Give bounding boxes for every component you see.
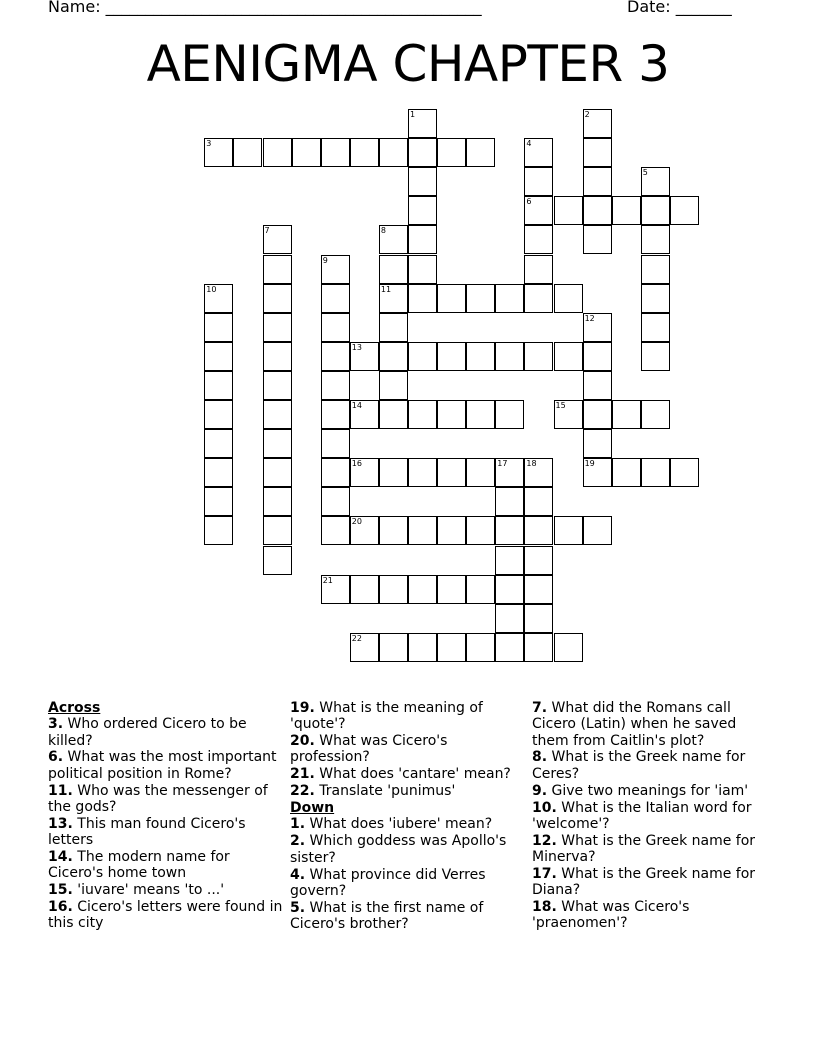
clue-text: What was Cicero's 'praenomen'? <box>532 899 690 932</box>
crossword-cell[interactable] <box>408 400 437 429</box>
clue-text: This man found Cicero's letters <box>48 815 246 849</box>
crossword-cell[interactable] <box>350 516 379 545</box>
down-clue <box>532 899 764 932</box>
clue-text: Translate 'punimus' <box>314 783 456 800</box>
crossword-cell[interactable] <box>321 487 350 516</box>
crossword-cell[interactable] <box>437 516 466 545</box>
crossword-cell[interactable] <box>204 400 233 429</box>
crossword-cell[interactable] <box>437 458 466 487</box>
crossword-cell[interactable] <box>524 255 553 284</box>
crossword-cell[interactable] <box>524 196 553 225</box>
clue-number: 12. <box>532 832 557 849</box>
crossword-cell[interactable] <box>524 138 553 167</box>
crossword-cell[interactable] <box>263 516 292 545</box>
cell-number: 4 <box>526 139 532 149</box>
across-clue <box>290 700 520 733</box>
down-clue <box>532 700 764 749</box>
down-clue <box>532 800 764 833</box>
crossword-cell[interactable] <box>495 516 524 545</box>
crossword-cell[interactable] <box>583 167 612 196</box>
across-clue <box>48 783 284 816</box>
clue-number: 5. <box>290 899 306 916</box>
date-field-line[interactable]: Date: _______ <box>627 0 732 16</box>
crossword-cell[interactable] <box>583 371 612 400</box>
clue-text: What was Cicero's profession? <box>290 733 448 766</box>
crossword-cell[interactable] <box>379 516 408 545</box>
crossword-cell[interactable] <box>408 284 437 313</box>
crossword-cell[interactable] <box>554 196 583 225</box>
clue-text: Which goddess was Apollo's sister? <box>290 833 507 866</box>
clue-number: 20. <box>290 733 315 750</box>
clue-text: What is the Greek name for Ceres? <box>532 749 746 782</box>
crossword-cell[interactable] <box>612 400 641 429</box>
crossword-cell[interactable] <box>263 487 292 516</box>
clue-text: What is the Greek name for Minerva? <box>532 832 756 866</box>
crossword-cell[interactable] <box>495 342 524 371</box>
clue-text: Who was the messenger of the gods? <box>48 782 268 815</box>
clue-text: What is the Greek name for Diana? <box>532 865 756 899</box>
clue-text: What does 'cantare' mean? <box>314 766 511 783</box>
crossword-cell[interactable] <box>524 284 553 313</box>
cell-number: 13 <box>351 342 362 352</box>
crossword-cell[interactable] <box>524 342 553 371</box>
crossword-cell[interactable] <box>641 167 670 196</box>
crossword-cell[interactable] <box>437 342 466 371</box>
cell-number: 17 <box>497 459 508 469</box>
cell-number: 6 <box>526 197 532 207</box>
crossword-cell[interactable] <box>495 546 524 575</box>
cell-number: 11 <box>380 284 392 294</box>
crossword-cell[interactable] <box>641 458 670 487</box>
clue-text: What is the first name of Cicero's brother? <box>290 899 484 933</box>
crossword-cell[interactable] <box>204 284 233 313</box>
crossword-cell[interactable] <box>495 284 524 313</box>
crossword-cell[interactable] <box>321 429 350 458</box>
down-clue <box>290 816 520 832</box>
crossword-cell[interactable] <box>350 342 379 371</box>
crossword-cell[interactable] <box>466 400 495 429</box>
crossword-cell[interactable] <box>263 138 292 167</box>
cell-number: 9 <box>322 255 328 265</box>
clue-text: What is the Italian word for 'welcome'? <box>532 799 752 832</box>
crossword-cell[interactable] <box>495 487 524 516</box>
clue-number: 18. <box>532 899 557 916</box>
crossword-cell[interactable] <box>554 516 583 545</box>
crossword-cell[interactable] <box>641 342 670 371</box>
clue-text: What province did Verres govern? <box>290 866 486 899</box>
crossword-cell[interactable] <box>379 255 408 284</box>
down-clue <box>290 900 520 933</box>
across-clue <box>48 749 284 782</box>
crossword-cell[interactable] <box>524 225 553 254</box>
crossword-cell[interactable] <box>408 225 437 254</box>
down-clue <box>532 749 764 782</box>
clue-text: Cicero's letters were found in this city <box>48 899 283 932</box>
down-clue <box>290 867 520 900</box>
crossword-cell[interactable] <box>350 633 379 662</box>
across-clue <box>48 882 284 898</box>
crossword-cell[interactable] <box>612 458 641 487</box>
crossword-cell[interactable] <box>204 342 233 371</box>
crossword-cell[interactable] <box>263 255 292 284</box>
crossword-cell[interactable] <box>321 138 350 167</box>
down-heading: Down <box>290 800 335 817</box>
crossword-cell[interactable] <box>321 458 350 487</box>
crossword-cell[interactable] <box>263 400 292 429</box>
crossword-cell[interactable] <box>495 400 524 429</box>
crossword-cell[interactable] <box>408 109 437 138</box>
clue-number: 6. <box>48 749 64 766</box>
clue-number: 21. <box>290 766 315 783</box>
across-clue <box>48 899 284 932</box>
across-clue <box>48 849 284 882</box>
crossword-cell[interactable] <box>583 429 612 458</box>
clue-number: 19. <box>290 700 315 716</box>
crossword-cell[interactable] <box>263 313 292 342</box>
cell-number: 5 <box>642 168 648 178</box>
clue-text: What did the Romans call Cicero (Latin) when he saved them from Caitlin's plot? <box>532 700 737 749</box>
crossword-cell[interactable] <box>321 255 350 284</box>
crossword-cell[interactable] <box>321 400 350 429</box>
across-clue <box>290 733 520 766</box>
crossword-cell[interactable] <box>466 458 495 487</box>
crossword-cell[interactable] <box>379 342 408 371</box>
crossword-cell[interactable] <box>204 487 233 516</box>
clue-column-2 <box>290 700 520 933</box>
crossword-cell[interactable] <box>408 196 437 225</box>
clue-text: What was the most important political position in Rome? <box>48 749 277 782</box>
crossword-cell[interactable] <box>437 284 466 313</box>
clue-number: 7. <box>532 700 548 716</box>
across-clue <box>48 716 284 749</box>
down-clue <box>532 866 764 899</box>
crossword-cell[interactable] <box>466 633 495 662</box>
cell-number: 19 <box>584 459 595 469</box>
crossword-cell[interactable] <box>408 167 437 196</box>
clue-number: 11. <box>48 782 73 799</box>
clue-number: 13. <box>48 815 73 832</box>
cell-number: 21 <box>322 575 333 585</box>
crossword-cell[interactable] <box>583 138 612 167</box>
across-clue <box>48 816 284 849</box>
crossword-cell[interactable] <box>350 400 379 429</box>
crossword-cell[interactable] <box>408 516 437 545</box>
crossword-cell[interactable] <box>524 575 553 604</box>
clue-text: Give two meanings for 'iam' <box>547 782 749 799</box>
clue-number: 15. <box>48 882 73 899</box>
crossword-cell[interactable] <box>466 575 495 604</box>
cell-number: 22 <box>351 633 362 643</box>
crossword-cell[interactable] <box>204 313 233 342</box>
crossword-cell[interactable] <box>204 429 233 458</box>
cell-number: 1 <box>410 110 416 119</box>
cell-number: 14 <box>351 401 362 410</box>
clue-text: Who ordered Cicero to be killed? <box>48 716 247 749</box>
crossword-cell[interactable] <box>495 633 524 662</box>
clue-number: 9. <box>532 782 548 799</box>
crossword-cell[interactable] <box>233 138 262 167</box>
clue-number: 10. <box>532 799 557 816</box>
crossword-cell[interactable] <box>379 313 408 342</box>
crossword-cell[interactable] <box>263 225 292 254</box>
crossword-cell[interactable] <box>204 138 233 167</box>
crossword-cell[interactable] <box>524 604 553 633</box>
cell-number: 16 <box>351 459 362 469</box>
crossword-cell[interactable] <box>524 516 553 545</box>
crossword-cell[interactable] <box>263 458 292 487</box>
crossword-cell[interactable] <box>641 196 670 225</box>
crossword-cell[interactable] <box>466 516 495 545</box>
crossword-cell[interactable] <box>408 342 437 371</box>
crossword-cell[interactable] <box>466 284 495 313</box>
crossword-cell[interactable] <box>321 575 350 604</box>
down-clue <box>532 783 764 799</box>
cell-number: 18 <box>526 459 537 469</box>
crossword-cell[interactable] <box>321 371 350 400</box>
crossword-cell[interactable] <box>583 196 612 225</box>
clue-number: 22. <box>290 783 315 800</box>
cell-number: 20 <box>351 517 362 527</box>
crossword-cell[interactable] <box>583 516 612 545</box>
clue-text: What does 'iubere' mean? <box>305 816 493 833</box>
crossword-cell[interactable] <box>204 371 233 400</box>
crossword-cell[interactable] <box>350 575 379 604</box>
crossword-cell[interactable] <box>524 167 553 196</box>
clue-number: 16. <box>48 899 73 916</box>
cell-number: 12 <box>584 313 595 323</box>
crossword-cell[interactable] <box>204 516 233 545</box>
crossword-cell[interactable] <box>321 516 350 545</box>
cell-number: 10 <box>206 284 217 294</box>
crossword-cell[interactable] <box>524 633 553 662</box>
across-clue <box>290 766 520 782</box>
crossword-cell[interactable] <box>437 400 466 429</box>
crossword-cell[interactable] <box>379 400 408 429</box>
crossword-cell[interactable] <box>554 284 583 313</box>
cell-number: 15 <box>555 401 566 410</box>
crossword-cell[interactable] <box>554 342 583 371</box>
crossword-cell[interactable] <box>641 400 670 429</box>
crossword-cell[interactable] <box>583 342 612 371</box>
name-field-line[interactable]: Name: _______________________________________________ <box>48 0 482 16</box>
crossword-cell[interactable] <box>379 138 408 167</box>
cell-number: 8 <box>380 226 386 236</box>
crossword-cell[interactable] <box>379 225 408 254</box>
crossword-cell[interactable] <box>466 342 495 371</box>
crossword-cell[interactable] <box>379 633 408 662</box>
crossword-cell[interactable] <box>263 546 292 575</box>
crossword-cell[interactable] <box>495 458 524 487</box>
clue-text: What is the meaning of 'quote'? <box>290 700 483 733</box>
crossword-cell[interactable] <box>583 109 612 138</box>
crossword-cell[interactable] <box>670 196 699 225</box>
crossword-cell[interactable] <box>408 458 437 487</box>
clue-number: 2. <box>290 833 306 850</box>
crossword-cell[interactable] <box>263 371 292 400</box>
crossword-cell[interactable] <box>583 400 612 429</box>
crossword-cell[interactable] <box>408 633 437 662</box>
clue-column-1 <box>48 700 284 932</box>
clue-number: 4. <box>290 866 306 883</box>
crossword-cell[interactable] <box>524 458 553 487</box>
cell-number: 7 <box>264 226 270 236</box>
cell-number: 2 <box>584 110 590 119</box>
crossword-cell[interactable] <box>524 546 553 575</box>
crossword-cell[interactable] <box>321 313 350 342</box>
clue-number: 17. <box>532 865 557 882</box>
crossword-cell[interactable] <box>379 284 408 313</box>
crossword-cell[interactable] <box>437 575 466 604</box>
cell-number: 3 <box>206 139 212 149</box>
crossword-cell[interactable] <box>263 342 292 371</box>
crossword-cell[interactable] <box>437 138 466 167</box>
across-heading: Across <box>48 700 101 716</box>
crossword-cell[interactable] <box>321 342 350 371</box>
crossword-cell[interactable] <box>524 487 553 516</box>
crossword-cell[interactable] <box>263 429 292 458</box>
crossword-cell[interactable] <box>263 284 292 313</box>
clue-number: 3. <box>48 716 64 733</box>
crossword-cell[interactable] <box>641 255 670 284</box>
page-title: AENIGMA CHAPTER 3 <box>146 35 670 93</box>
crossword-cell[interactable] <box>379 575 408 604</box>
clue-text: The modern name for Cicero's home town <box>48 849 230 882</box>
crossword-cell[interactable] <box>641 284 670 313</box>
crossword-cell[interactable] <box>583 225 612 254</box>
crossword-cell[interactable] <box>641 313 670 342</box>
crossword-cell[interactable] <box>408 575 437 604</box>
across-clue <box>290 783 520 799</box>
crossword-cell[interactable] <box>612 196 641 225</box>
clue-text: 'iuvare' means 'to ...' <box>72 882 225 899</box>
down-clue <box>532 833 764 866</box>
clue-number: 14. <box>48 849 73 866</box>
crossword-cell[interactable] <box>379 371 408 400</box>
crossword-cell[interactable] <box>408 255 437 284</box>
clue-number: 8. <box>532 749 548 766</box>
crossword-cell[interactable] <box>670 458 699 487</box>
down-clue <box>290 833 520 866</box>
crossword-cell[interactable] <box>292 138 321 167</box>
crossword-cell[interactable] <box>204 458 233 487</box>
crossword-cell[interactable] <box>350 458 379 487</box>
crossword-cell[interactable] <box>466 138 495 167</box>
crossword-cell[interactable] <box>495 575 524 604</box>
clue-number: 1. <box>290 816 306 833</box>
clue-column-3 <box>532 700 764 932</box>
crossword-cell[interactable] <box>321 284 350 313</box>
crossword-cell[interactable] <box>379 458 408 487</box>
crossword-cell[interactable] <box>641 225 670 254</box>
crossword-cell[interactable] <box>495 604 524 633</box>
crossword-cell[interactable] <box>437 633 466 662</box>
crossword-cell[interactable] <box>350 138 379 167</box>
crossword-cell[interactable] <box>408 138 437 167</box>
crossword-cell[interactable] <box>583 313 612 342</box>
crossword-cell[interactable] <box>554 633 583 662</box>
crossword-cell[interactable] <box>554 400 583 429</box>
crossword-cell[interactable] <box>583 458 612 487</box>
